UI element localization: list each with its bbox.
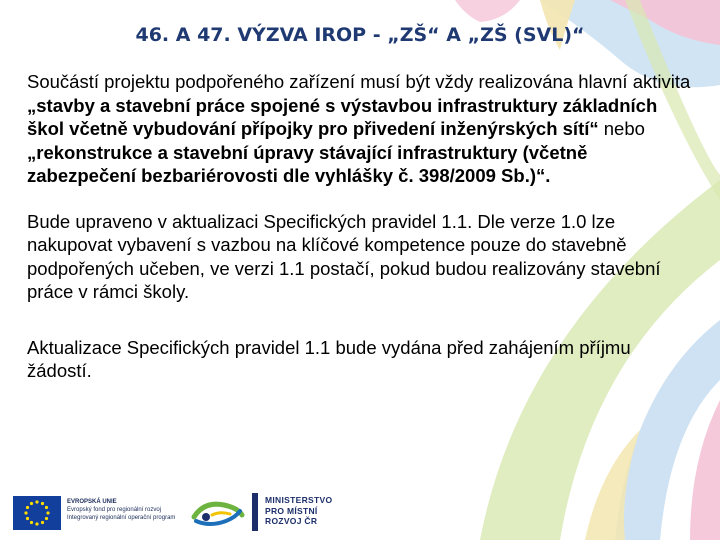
text-segment: Aktualizace Specifických pravidel 1.1 bude vydána před zahájením příjmu žádostí.	[27, 336, 631, 381]
ministry-line-2: PRO MÍSTNÍ	[265, 505, 318, 516]
footer-logos	[0, 490, 720, 540]
slide-title: 46. A 47. VÝZVA IROP - „ZŠ“ A „ZŠ (SVL)“	[135, 24, 585, 46]
ministry-line-3: ROZVOJ ČR	[265, 516, 318, 526]
bold-segment: „rekonstrukce a stavební úpravy stávající infrastruktury (včetně zabezpečení bezbariérovosti dle vyhlášky č. 398/2009 Sb.)“.	[27, 141, 588, 186]
paragraph-update-note	[27, 210, 699, 304]
eu-logo-text	[67, 498, 175, 522]
eu-program-line: Integrovaný regionální operační program	[67, 515, 176, 521]
ministry-logo-text	[265, 495, 332, 527]
text-segment: nebo	[598, 118, 645, 139]
bold-segment: „stavby a stavební práce spojené s výstavbou infrastruktury základních škol včetně vybudování přípojky pro přivedení inženýrských sítí“	[27, 94, 658, 139]
eu-name: EVROPSKÁ UNIE	[67, 499, 117, 505]
irop-swirl-icon	[190, 497, 245, 531]
paragraph-release-note	[27, 336, 699, 383]
ministry-line-1: MINISTERSTVO	[265, 495, 333, 505]
eu-fund-line: Evropský fond pro regionální rozvoj	[67, 507, 162, 513]
text-segment: Bude upraveno v aktualizaci Specifických pravidel 1.1. Dle verze 1.0 lze nakupovat vybavení s vazbou na klíčové kompetence pouze do stavebně podpořených učeben, ve verzi 1.1 postačí, pokud budou realizovány stavební práce v rámci školy.	[27, 210, 661, 302]
paragraph-main-activity	[27, 70, 699, 188]
eu-flag-icon	[13, 496, 61, 530]
ministry-emblem-icon	[252, 493, 258, 531]
text-segment: Součástí projektu podpořeného zařízení musí být vždy realizována hlavní aktivita	[27, 71, 691, 92]
slide-body	[27, 70, 699, 404]
